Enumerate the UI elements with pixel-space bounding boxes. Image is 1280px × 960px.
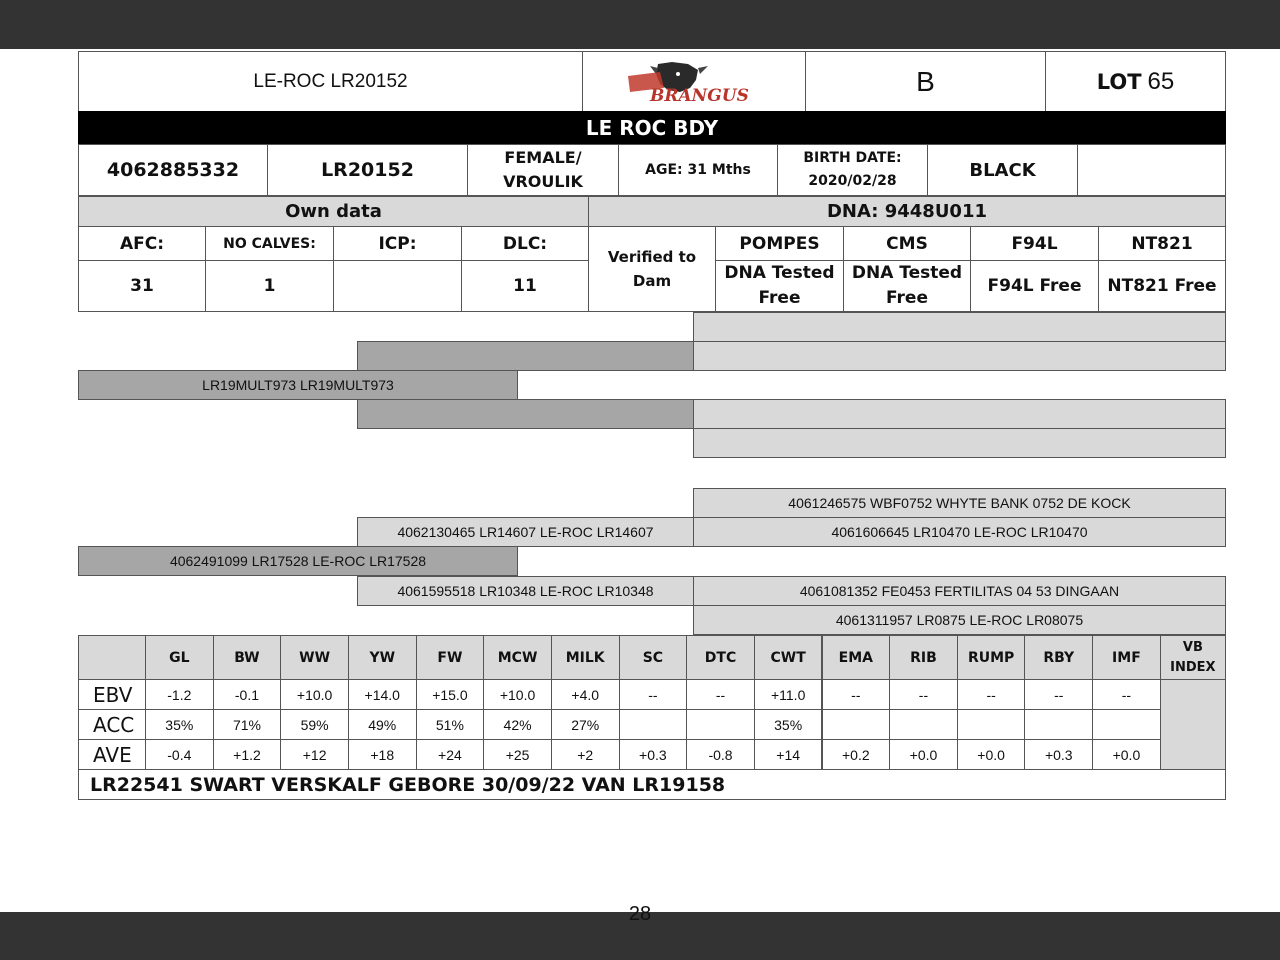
lot-label: LOT [1096, 69, 1142, 94]
ebv-cell: +0.0 [957, 739, 1026, 770]
ebv-cell: +14.0 [348, 679, 417, 710]
ebv-cell: +10.0 [483, 679, 552, 710]
vb-index-header: VB INDEX [1160, 635, 1226, 680]
cms-value: DNA Tested Free [843, 260, 971, 312]
ebv-cell: +0.0 [889, 739, 958, 770]
ebv-cell [1024, 709, 1093, 740]
ebv-col-rib: RIB [889, 635, 958, 680]
ebv-col-rby: RBY [1024, 635, 1093, 680]
cms-header: CMS [843, 226, 971, 261]
colour-cell: BLACK [927, 144, 1078, 196]
ebv-row-label-acc: ACC [78, 709, 146, 740]
ebv-col-gl: GL [145, 635, 214, 680]
dam-dam-sire: 4061081352 FE0453 FERTILITAS 04 53 DINGAAN [693, 576, 1226, 606]
sire-dam-sire [693, 399, 1226, 429]
ebv-cell: +18 [348, 739, 417, 770]
ebv-cell: -0.8 [686, 739, 755, 770]
ebv-cell: +0.3 [1024, 739, 1093, 770]
animal-id-cell: LE-ROC LR20152 [78, 51, 583, 112]
icp-value [333, 260, 462, 312]
ebv-cell: +10.0 [280, 679, 349, 710]
ebv-cell: +2 [551, 739, 620, 770]
ebv-corner [78, 635, 146, 680]
ebv-cell: +4.0 [551, 679, 620, 710]
ebv-cell: 71% [213, 709, 282, 740]
ebv-cell: -- [889, 679, 958, 710]
nt821-header: NT821 [1098, 226, 1226, 261]
ebv-col-milk: MILK [551, 635, 620, 680]
ebv-cell: +12 [280, 739, 349, 770]
ebv-cell [619, 709, 688, 740]
ebv-cell: 35% [145, 709, 214, 740]
animal-code: LR20152 [267, 144, 468, 196]
brand-text: BRANGUS [650, 86, 749, 106]
ebv-cell: -0.1 [213, 679, 282, 710]
grade-cell: B [805, 51, 1046, 112]
extra-cell [1077, 144, 1226, 196]
ebv-cell: -1.2 [145, 679, 214, 710]
ebv-row-label-ebv: EBV [78, 679, 146, 710]
ebv-cell: +0.0 [1092, 739, 1161, 770]
vb-index-value [1160, 679, 1226, 770]
lot-number: 65 [1147, 67, 1175, 95]
ebv-cell: 35% [754, 709, 823, 740]
nt821-value: NT821 Free [1098, 260, 1226, 312]
dlc-header: DLC: [461, 226, 589, 261]
brangus-logo [620, 58, 770, 104]
ebv-cell [686, 709, 755, 740]
ebv-col-cwt: CWT [754, 635, 823, 680]
ebv-col-ww: WW [280, 635, 349, 680]
ebv-col-fw: FW [416, 635, 485, 680]
ebv-col-sc: SC [619, 635, 688, 680]
ebv-col-bw: BW [213, 635, 282, 680]
ebv-cell: 49% [348, 709, 417, 740]
afc-header: AFC: [78, 226, 206, 261]
verified-to-dam: Verified to Dam [588, 226, 716, 312]
ebv-cell: +14 [754, 739, 823, 770]
no-calves-header: NO CALVES: [205, 226, 334, 261]
ebv-cell: -- [822, 679, 891, 710]
sire-sire-sire [693, 312, 1226, 342]
ebv-col-dtc: DTC [686, 635, 755, 680]
viewer-top-bar [0, 0, 1280, 49]
ebv-col-rump: RUMP [957, 635, 1026, 680]
dam-dam: 4061595518 LR10348 LE-ROC LR10348 [357, 576, 694, 606]
ebv-cell: -- [957, 679, 1026, 710]
f94l-value: F94L Free [970, 260, 1099, 312]
afc-value: 31 [78, 260, 206, 312]
ebv-col-yw: YW [348, 635, 417, 680]
age-cell: AGE: 31 Mths [618, 144, 778, 196]
sire-sire [357, 341, 694, 371]
pompes-value: DNA Tested Free [715, 260, 844, 312]
ebv-cell: +11.0 [754, 679, 823, 710]
page-number [600, 902, 680, 912]
ebv-cell: -0.4 [145, 739, 214, 770]
ebv-cell: +24 [416, 739, 485, 770]
no-calves-value: 1 [205, 260, 334, 312]
ebv-cell: 42% [483, 709, 552, 740]
ebv-cell [889, 709, 958, 740]
ebv-col-mcw: MCW [483, 635, 552, 680]
icp-header: ICP: [333, 226, 462, 261]
ebv-col-ema: EMA [822, 635, 891, 680]
ebv-cell: 27% [551, 709, 620, 740]
sire-dam [357, 399, 694, 429]
sire: LR19MULT973 LR19MULT973 [78, 370, 518, 400]
f94l-header: F94L [970, 226, 1099, 261]
pompes-header: POMPES [715, 226, 844, 261]
ebv-cell: -- [686, 679, 755, 710]
own-data-title: Own data [78, 196, 589, 227]
sex-cell: FEMALE/ VROULIK [467, 144, 619, 196]
ebv-cell: 51% [416, 709, 485, 740]
ebv-cell: +15.0 [416, 679, 485, 710]
ebv-cell: +1.2 [213, 739, 282, 770]
dam: 4062491099 LR17528 LE-ROC LR17528 [78, 546, 518, 576]
animal-name-bar: LE ROC BDY [78, 111, 1226, 144]
ebv-cell [957, 709, 1026, 740]
ebv-cell: +0.2 [822, 739, 891, 770]
dam-sire-dam: 4061606645 LR10470 LE-ROC LR10470 [693, 517, 1226, 547]
ebv-cell [1092, 709, 1161, 740]
footer-note: LR22541 SWART VERSKALF GEBORE 30/09/22 VAN LR19158 [78, 769, 1226, 800]
ebv-row-label-ave: AVE [78, 739, 146, 770]
dam-sire-sire: 4061246575 WBF0752 WHYTE BANK 0752 DE KOCK [693, 488, 1226, 518]
ebv-cell: +25 [483, 739, 552, 770]
sire-sire-dam [693, 341, 1226, 371]
dna-title: DNA: 9448U011 [588, 196, 1226, 227]
ebv-cell: +0.3 [619, 739, 688, 770]
ebv-cell: -- [1024, 679, 1093, 710]
dam-sire: 4062130465 LR14607 LE-ROC LR14607 [357, 517, 694, 547]
lot-cell [1045, 51, 1226, 112]
ebv-cell: -- [1092, 679, 1161, 710]
dam-dam-dam: 4061311957 LR0875 LE-ROC LR08075 [693, 605, 1226, 635]
ebv-cell: -- [619, 679, 688, 710]
dlc-value: 11 [461, 260, 589, 312]
registration-number: 4062885332 [78, 144, 268, 196]
ebv-col-imf: IMF [1092, 635, 1161, 680]
ebv-cell [822, 709, 891, 740]
birth-date-cell: BIRTH DATE: 2020/02/28 [777, 144, 928, 196]
sire-dam-dam [693, 428, 1226, 458]
ebv-cell: 59% [280, 709, 349, 740]
